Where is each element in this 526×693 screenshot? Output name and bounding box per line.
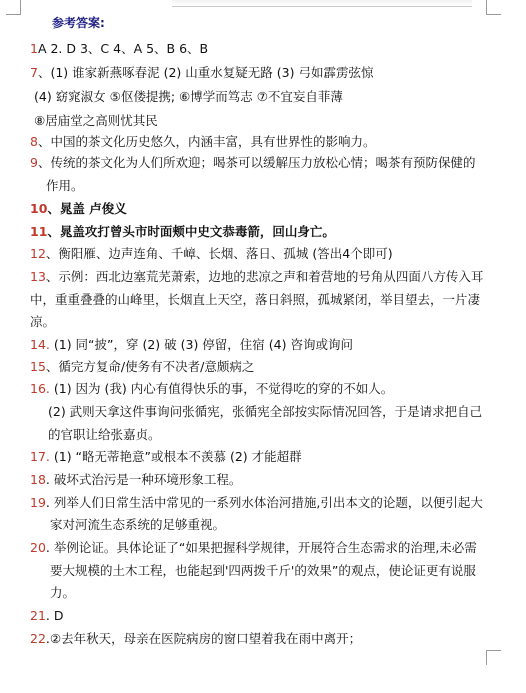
answer-line-1: 1A 2. D 3、C 4、A 5、B 6、B — [30, 41, 209, 56]
answer-line-7-cont: (4) 窈窕淑女 ⑤伛偻提携; ⑥博学而笃志 ⑦不宜妄自菲薄 — [34, 89, 343, 104]
answer-line-16: 16. (1) 因为 (我) 内心有值得快乐的事，不觉得吃的穿的不如人。 — [30, 381, 394, 396]
answer-line-15: 15、循完方复命/使务有不决者/意颇病之 — [30, 359, 255, 374]
answer-line-10: 10、晁盖 卢俊义 — [30, 201, 127, 216]
answer-line-18: 18. 破坏式治污是一种环境形象工程。 — [30, 472, 242, 487]
answer-line-21: 21. D — [30, 608, 64, 623]
answer-line-8: 8、中国的茶文化历史悠久，内涵丰富，具有世界性的影响力。 — [30, 134, 376, 149]
answer-line-17: 17. (1) “略无蒂艳意”或根本不羡慕 (2) 才能超群 — [30, 449, 302, 464]
answer-line-14: 14. (1) 同“披”，穿 (2) 破 (3) 停留，住宿 (4) 咨询或询问 — [30, 337, 353, 352]
answer-line-20-cont: 要大规模的土木工程，也能起到'四两拨千斤'的效果”的观点，使论证更有说服 — [50, 563, 476, 578]
answer-line-13-cont2: 凉。 — [30, 314, 56, 329]
answer-title: 参考答案: — [52, 16, 105, 30]
answer-line-22: 22.②去年秋天，母亲在医院病房的窗口望着我在雨中离开； — [30, 631, 362, 646]
answer-line-20-cont2: 力。 — [50, 585, 76, 600]
answer-line-19-cont: 家对河流生态系统的足够重视。 — [50, 517, 226, 532]
answer-line-9-cont: 作用。 — [46, 178, 84, 193]
page-corner-mark — [6, 0, 21, 15]
answer-line-16-cont2: 的官职让给张嘉贞。 — [48, 427, 161, 442]
page-top-edge — [172, 0, 472, 7]
answer-line-12: 12、衡阳雁、边声连角、千嶂、长烟、落日、孤城 (答出4个即可) — [30, 246, 393, 261]
page-corner-mark — [486, 650, 501, 665]
answer-line-7: 7、(1) 谁家新燕啄春泥 (2) 山重水复疑无路 (3) 弓如霹雳弦惊 — [30, 65, 374, 80]
answer-line-9: 9、传统的茶文化为人们所欢迎；喝茶可以缓解压力放松心情；喝茶有预防保健的 — [30, 155, 476, 170]
page-corner-mark — [486, 0, 501, 15]
answer-line-19: 19. 列举人们日常生活中常见的一系列水体治河措施,引出本文的论题，以便引起大 — [30, 495, 483, 510]
answer-line-7-cont2: ⑧居庙堂之高则忧其民 — [34, 113, 158, 128]
answer-line-16-cont: (2) 武则天拿这件事询问张循宪，张循宪全部按实际情况回答，于是请求把自己 — [48, 404, 483, 419]
answer-line-13-cont: 中，重重叠叠的山峰里，长烟直上天空，落日斜照，孤城紧闭，举目望去，一片凄 — [30, 292, 481, 307]
answer-line-13: 13、示例：西北边塞荒芜萧索，边地的悲凉之声和着营地的号角从四面八方传入耳 — [30, 269, 484, 284]
answer-line-11: 11、晁盖攻打曾头市时面颊中史文恭毒箭，回山身亡。 — [30, 224, 335, 239]
answer-line-20: 20. 举例论证。具体论证了“如果把握科学规律，开展符合生态需求的治理,未必需 — [30, 540, 477, 555]
